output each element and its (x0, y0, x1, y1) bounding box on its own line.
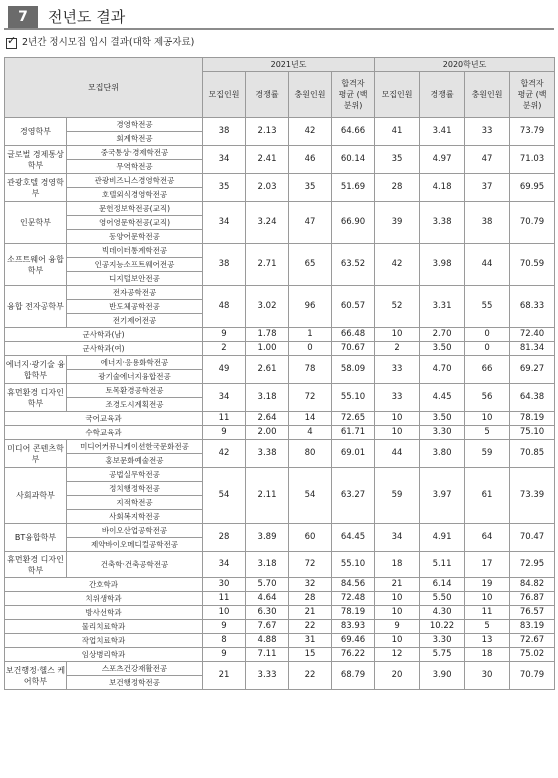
dept-name: 동양어문학전공 (67, 230, 203, 244)
value-cell: 5.11 (420, 552, 465, 578)
value-cell: 68.79 (332, 662, 375, 690)
value-cell: 3.41 (420, 118, 465, 146)
value-cell: 2.61 (246, 356, 289, 384)
value-cell: 70.59 (510, 244, 555, 286)
value-cell: 10 (375, 426, 420, 440)
value-cell: 2.41 (246, 146, 289, 174)
dept-name: 건축학·건축공학전공 (67, 552, 203, 578)
unit-name: 치위생학과 (5, 592, 203, 606)
unit-header: 모집단위 (5, 58, 203, 118)
value-cell: 10 (465, 412, 510, 426)
value-cell: 58.09 (332, 356, 375, 384)
dept-name: 토목환경공학전공 (67, 384, 203, 398)
value-cell: 21 (375, 578, 420, 592)
value-cell: 3.89 (246, 524, 289, 552)
value-cell: 54 (289, 468, 332, 524)
value-cell: 61 (465, 468, 510, 524)
table-row (5, 412, 555, 426)
unit-name: 군사학과(남) (5, 328, 203, 342)
value-cell: 4.70 (420, 356, 465, 384)
value-cell: 66 (465, 356, 510, 384)
value-cell: 28 (203, 524, 246, 552)
value-cell: 49 (203, 356, 246, 384)
value-cell: 73.39 (510, 468, 555, 524)
value-cell: 96 (289, 286, 332, 328)
value-cell: 70.79 (510, 662, 555, 690)
value-cell: 83.93 (332, 620, 375, 634)
value-cell: 72 (289, 552, 332, 578)
table-row (5, 648, 555, 662)
value-cell: 34 (203, 384, 246, 412)
table-row (5, 620, 555, 634)
value-cell: 3.24 (246, 202, 289, 244)
value-cell: 10 (375, 634, 420, 648)
dept-name: 광기술에너지융합전공 (67, 370, 203, 384)
dept-name: 스포츠건강재활전공 (67, 662, 203, 676)
value-cell: 39 (375, 202, 420, 244)
value-cell: 42 (289, 118, 332, 146)
value-cell: 69.95 (510, 174, 555, 202)
value-cell: 56 (465, 384, 510, 412)
value-cell: 10 (375, 592, 420, 606)
value-cell: 64.45 (332, 524, 375, 552)
value-cell: 3.30 (420, 426, 465, 440)
dept-name: 경영학전공 (67, 118, 203, 132)
dept-name: 호텔외식경영학전공 (67, 188, 203, 202)
value-cell: 4 (289, 426, 332, 440)
value-cell: 31 (289, 634, 332, 648)
table-row (5, 606, 555, 620)
value-cell: 0 (289, 342, 332, 356)
value-cell: 18 (465, 648, 510, 662)
column-header: 경쟁률 (246, 72, 289, 118)
table-row (5, 328, 555, 342)
value-cell: 35 (375, 146, 420, 174)
value-cell: 60.57 (332, 286, 375, 328)
value-cell: 13 (465, 634, 510, 648)
value-cell: 6.14 (420, 578, 465, 592)
dept-name: 사회복지학전공 (67, 510, 203, 524)
value-cell: 3.30 (420, 634, 465, 648)
group-name: 에너지·광기술 융합학부 (5, 356, 67, 384)
value-cell: 12 (375, 648, 420, 662)
value-cell: 64.38 (510, 384, 555, 412)
value-cell: 38 (465, 202, 510, 244)
table-row (5, 356, 555, 370)
group-name: BT융합학부 (5, 524, 67, 552)
value-cell: 10.22 (420, 620, 465, 634)
unit-name: 군사학과(여) (5, 342, 203, 356)
value-cell: 75.02 (510, 648, 555, 662)
table-row (5, 118, 555, 132)
value-cell: 11 (203, 592, 246, 606)
table-row (5, 440, 555, 454)
caption-text: 2년간 정시모집 입시 결과(대학 제공자료) (22, 37, 195, 48)
value-cell: 54 (203, 468, 246, 524)
group-name: 미디어 콘텐츠학부 (5, 440, 67, 468)
value-cell: 5 (465, 620, 510, 634)
checkbox-icon (6, 38, 17, 49)
value-cell: 60 (289, 524, 332, 552)
value-cell: 5.75 (420, 648, 465, 662)
value-cell: 47 (289, 202, 332, 244)
value-cell: 52 (375, 286, 420, 328)
table-row (5, 384, 555, 398)
year-header: 2020학년도 (375, 58, 555, 72)
column-header: 충원인원 (289, 72, 332, 118)
value-cell: 55.10 (332, 552, 375, 578)
results-table (4, 57, 555, 690)
section-title: 전년도 결과 (48, 8, 126, 26)
value-cell: 3.90 (420, 662, 465, 690)
value-cell: 2.70 (420, 328, 465, 342)
value-cell: 42 (375, 244, 420, 286)
value-cell: 72.40 (510, 328, 555, 342)
value-cell: 35 (289, 174, 332, 202)
dept-name: 정치행정학전공 (67, 482, 203, 496)
value-cell: 10 (375, 606, 420, 620)
value-cell: 64.66 (332, 118, 375, 146)
value-cell: 33 (375, 384, 420, 412)
dept-name: 빅데이터통계학전공 (67, 244, 203, 258)
value-cell: 30 (465, 662, 510, 690)
value-cell: 7.67 (246, 620, 289, 634)
dept-name: 회계학전공 (67, 132, 203, 146)
value-cell: 2 (375, 342, 420, 356)
value-cell: 69.46 (332, 634, 375, 648)
value-cell: 34 (375, 524, 420, 552)
value-cell: 33 (375, 356, 420, 384)
value-cell: 69.27 (510, 356, 555, 384)
value-cell: 66.90 (332, 202, 375, 244)
value-cell: 10 (375, 328, 420, 342)
value-cell: 2.03 (246, 174, 289, 202)
value-cell: 72.67 (510, 634, 555, 648)
value-cell: 21 (289, 606, 332, 620)
value-cell: 3.02 (246, 286, 289, 328)
value-cell: 83.19 (510, 620, 555, 634)
unit-name: 수학교육과 (5, 426, 203, 440)
value-cell: 11 (465, 606, 510, 620)
value-cell: 3.97 (420, 468, 465, 524)
group-name: 관광호텔 경영학부 (5, 174, 67, 202)
table-row (5, 552, 555, 578)
value-cell: 10 (375, 412, 420, 426)
value-cell: 10 (465, 592, 510, 606)
value-cell: 0 (465, 342, 510, 356)
value-cell: 76.87 (510, 592, 555, 606)
value-cell: 8 (203, 634, 246, 648)
value-cell: 34 (203, 552, 246, 578)
group-name: 인문학부 (5, 202, 67, 244)
value-cell: 5.50 (420, 592, 465, 606)
value-cell: 22 (289, 620, 332, 634)
value-cell: 73.79 (510, 118, 555, 146)
value-cell: 42 (203, 440, 246, 468)
value-cell: 70.67 (332, 342, 375, 356)
column-header: 합격자 평균 (백분위) (332, 72, 375, 118)
value-cell: 15 (289, 648, 332, 662)
group-name: 휴먼환경 디자인학부 (5, 552, 67, 578)
value-cell: 33 (465, 118, 510, 146)
value-cell: 76.57 (510, 606, 555, 620)
value-cell: 6.30 (246, 606, 289, 620)
value-cell: 66.48 (332, 328, 375, 342)
value-cell: 20 (375, 662, 420, 690)
column-header: 모집인원 (375, 72, 420, 118)
value-cell: 59 (465, 440, 510, 468)
value-cell: 3.31 (420, 286, 465, 328)
value-cell: 48 (203, 286, 246, 328)
value-cell: 3.33 (246, 662, 289, 690)
value-cell: 3.38 (420, 202, 465, 244)
value-cell: 11 (203, 412, 246, 426)
value-cell: 34 (203, 146, 246, 174)
value-cell: 14 (289, 412, 332, 426)
value-cell: 22 (289, 662, 332, 690)
value-cell: 70.47 (510, 524, 555, 552)
value-cell: 41 (375, 118, 420, 146)
value-cell: 3.80 (420, 440, 465, 468)
table-row (5, 202, 555, 216)
value-cell: 4.97 (420, 146, 465, 174)
column-header: 모집인원 (203, 72, 246, 118)
value-cell: 37 (465, 174, 510, 202)
value-cell: 65 (289, 244, 332, 286)
table-row (5, 174, 555, 188)
value-cell: 9 (203, 328, 246, 342)
section-number: 7 (8, 6, 38, 28)
dept-name: 문헌정보학전공(교직) (67, 202, 203, 216)
dept-name: 보건행정학전공 (67, 676, 203, 690)
value-cell: 55.10 (332, 384, 375, 412)
table-row (5, 468, 555, 482)
value-cell: 5 (465, 426, 510, 440)
value-cell: 64 (465, 524, 510, 552)
dept-name: 무역학전공 (67, 160, 203, 174)
value-cell: 4.88 (246, 634, 289, 648)
unit-name: 작업치료학과 (5, 634, 203, 648)
dept-name: 제약바이오메디컬공학전공 (67, 538, 203, 552)
value-cell: 7.11 (246, 648, 289, 662)
value-cell: 78 (289, 356, 332, 384)
dept-name: 영어영문학전공(교직) (67, 216, 203, 230)
value-cell: 44 (465, 244, 510, 286)
unit-name: 임상병리학과 (5, 648, 203, 662)
value-cell: 70.85 (510, 440, 555, 468)
value-cell: 60.14 (332, 146, 375, 174)
value-cell: 19 (465, 578, 510, 592)
value-cell: 4.18 (420, 174, 465, 202)
value-cell: 34 (203, 202, 246, 244)
value-cell: 63.52 (332, 244, 375, 286)
year-header: 2021년도 (203, 58, 375, 72)
dept-name: 관광비즈니스경영학전공 (67, 174, 203, 188)
dept-name: 전자공학전공 (67, 286, 203, 300)
value-cell: 1.00 (246, 342, 289, 356)
dept-name: 인공지능소프트웨어전공 (67, 258, 203, 272)
dept-name: 공법실무학전공 (67, 468, 203, 482)
column-header: 충원인원 (465, 72, 510, 118)
value-cell: 44 (375, 440, 420, 468)
column-header: 경쟁률 (420, 72, 465, 118)
table-row (5, 244, 555, 258)
value-cell: 72.95 (510, 552, 555, 578)
group-name: 보건행정·헬스 케어학부 (5, 662, 67, 690)
value-cell: 17 (465, 552, 510, 578)
value-cell: 4.45 (420, 384, 465, 412)
value-cell: 30 (203, 578, 246, 592)
section-header (4, 3, 554, 30)
dept-name: 반도체공학전공 (67, 300, 203, 314)
table-row (5, 662, 555, 676)
value-cell: 3.18 (246, 384, 289, 412)
table-row (5, 342, 555, 356)
table-row (5, 592, 555, 606)
value-cell: 28 (375, 174, 420, 202)
value-cell: 4.91 (420, 524, 465, 552)
column-header: 합격자 평균 (백분위) (510, 72, 555, 118)
value-cell: 4.64 (246, 592, 289, 606)
group-name: 융합 전자공학부 (5, 286, 67, 328)
value-cell: 38 (203, 118, 246, 146)
unit-name: 물리치료학과 (5, 620, 203, 634)
dept-name: 지적학전공 (67, 496, 203, 510)
value-cell: 2.13 (246, 118, 289, 146)
value-cell: 21 (203, 662, 246, 690)
dept-name: 홍보문화예술전공 (67, 454, 203, 468)
value-cell: 70.79 (510, 202, 555, 244)
group-name: 소프트웨어 융합학부 (5, 244, 67, 286)
group-name: 경영학부 (5, 118, 67, 146)
value-cell: 72.65 (332, 412, 375, 426)
dept-name: 중국통상·경제학전공 (67, 146, 203, 160)
value-cell: 9 (203, 620, 246, 634)
value-cell: 3.98 (420, 244, 465, 286)
value-cell: 38 (203, 244, 246, 286)
group-name: 휴먼환경 디자인학부 (5, 384, 67, 412)
dept-name: 미디어커뮤니케이션한국문화전공 (67, 440, 203, 454)
dept-name: 조경도시계획전공 (67, 398, 203, 412)
table-row (5, 578, 555, 592)
value-cell: 2.11 (246, 468, 289, 524)
table-row (5, 426, 555, 440)
value-cell: 3.50 (420, 342, 465, 356)
table-caption (6, 36, 194, 50)
value-cell: 78.19 (510, 412, 555, 426)
table-row (5, 146, 555, 160)
value-cell: 51.69 (332, 174, 375, 202)
value-cell: 84.56 (332, 578, 375, 592)
dept-name: 에너지·응용화학전공 (67, 356, 203, 370)
value-cell: 3.18 (246, 552, 289, 578)
value-cell: 18 (375, 552, 420, 578)
unit-name: 간호학과 (5, 578, 203, 592)
value-cell: 2.71 (246, 244, 289, 286)
value-cell: 68.33 (510, 286, 555, 328)
value-cell: 80 (289, 440, 332, 468)
value-cell: 2.00 (246, 426, 289, 440)
value-cell: 76.22 (332, 648, 375, 662)
table-row (5, 286, 555, 300)
value-cell: 5.70 (246, 578, 289, 592)
group-name: 사회과학부 (5, 468, 67, 524)
value-cell: 10 (203, 606, 246, 620)
value-cell: 63.27 (332, 468, 375, 524)
group-name: 글로벌 경제통상학부 (5, 146, 67, 174)
value-cell: 9 (375, 620, 420, 634)
value-cell: 55 (465, 286, 510, 328)
value-cell: 28 (289, 592, 332, 606)
value-cell: 2.64 (246, 412, 289, 426)
value-cell: 46 (289, 146, 332, 174)
value-cell: 32 (289, 578, 332, 592)
value-cell: 59 (375, 468, 420, 524)
value-cell: 9 (203, 426, 246, 440)
unit-name: 국어교육과 (5, 412, 203, 426)
value-cell: 4.30 (420, 606, 465, 620)
value-cell: 0 (465, 328, 510, 342)
unit-name: 방사선학과 (5, 606, 203, 620)
value-cell: 81.34 (510, 342, 555, 356)
value-cell: 35 (203, 174, 246, 202)
table-row (5, 634, 555, 648)
value-cell: 72.48 (332, 592, 375, 606)
table-row (5, 524, 555, 538)
dept-name: 바이오산업공학전공 (67, 524, 203, 538)
value-cell: 61.71 (332, 426, 375, 440)
dept-name: 디지털보안전공 (67, 272, 203, 286)
value-cell: 3.38 (246, 440, 289, 468)
value-cell: 69.01 (332, 440, 375, 468)
value-cell: 84.82 (510, 578, 555, 592)
value-cell: 71.03 (510, 146, 555, 174)
value-cell: 2 (203, 342, 246, 356)
dept-name: 전기제어전공 (67, 314, 203, 328)
value-cell: 78.19 (332, 606, 375, 620)
value-cell: 9 (203, 648, 246, 662)
value-cell: 72 (289, 384, 332, 412)
value-cell: 1.78 (246, 328, 289, 342)
value-cell: 75.10 (510, 426, 555, 440)
value-cell: 3.50 (420, 412, 465, 426)
value-cell: 47 (465, 146, 510, 174)
value-cell: 1 (289, 328, 332, 342)
